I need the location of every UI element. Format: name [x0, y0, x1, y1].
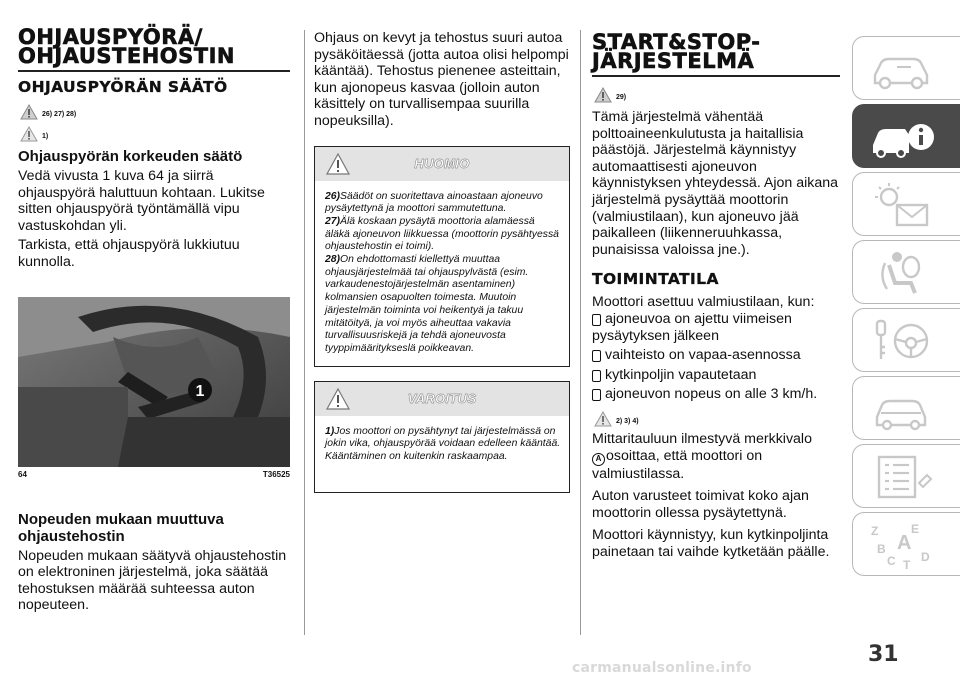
column-steering-wheel — [18, 25, 290, 614]
svg-text:A: A — [897, 532, 912, 554]
caution-ref-line — [18, 122, 290, 142]
paragraph: Nopeuden mukaan säätyvä ohjaustehostin on elektroninen järjestelmä, joka säätää tehostuksen määrää suhteessa auton nopeuteen. — [18, 547, 287, 614]
svg-text:D: D — [921, 550, 930, 564]
paragraph: Tämä järjestelmä vähentää polttoaineenkulutusta ja haitallisia päästöjä. Järjestelmä käynnistyy automaattisesti ajoneuvon käynnistyksen yhteydessä. Ajon aikana järjestelmä pysäyttää moottorin (valmiustilaan), kun ajoneuvo jää paikalleen (liikenneruuhkassa, punaisissa valoissa jne.). — [592, 109, 839, 258]
paragraph: Tarkista, että ohjauspyörä lukkiutuu kunnolla. — [18, 237, 240, 270]
caution-body — [315, 416, 569, 492]
paragraph: Moottori käynnistyy, kun kytkinpoljinta painetaan tai vaihde kytketään päälle. — [592, 527, 830, 560]
tab-warning-lights[interactable] — [852, 172, 960, 236]
list-item: kytkinpoljin vapautetaan — [592, 367, 840, 384]
warning-body — [315, 181, 569, 366]
title-rule — [592, 75, 840, 77]
bullet-box-icon — [592, 350, 601, 362]
caution-triangle-icon — [18, 126, 40, 142]
figure-caption — [18, 470, 290, 479]
steering-column-photo-icon — [18, 297, 290, 467]
tab-maintenance[interactable] — [852, 444, 960, 508]
alphabet-index-icon — [867, 521, 937, 569]
warning-box-header — [315, 147, 569, 181]
warning-item-27: 27)Älä koskaan pysäytä moottoria alamäessä äläkä ajoneuvon liikkuessa (moottorin pysähtyessä ohjaustehostin ei toimi). — [325, 215, 559, 253]
column-divider-2 — [580, 30, 581, 635]
list-item: vaihteisto on vapaa-asennossa — [592, 347, 840, 364]
warning-ref-numbers: 26) 27) 28) — [42, 111, 77, 118]
list-item: ajoneuvoa on ajettu viimeisen — [592, 311, 840, 328]
airbag-seat-icon — [867, 249, 937, 297]
warning-ref-numbers: 29) — [616, 94, 627, 101]
list-item: ajoneuvon nopeus on alle 3 km/h. — [592, 386, 840, 403]
steering-lever-figure — [18, 297, 290, 467]
tab-car-info[interactable] — [852, 104, 960, 168]
caution-box-header — [315, 382, 569, 416]
tab-starting-driving[interactable] — [852, 308, 960, 372]
caution-ref-numbers: 2) 3) 4) — [616, 417, 639, 425]
bullet-box-icon — [592, 314, 601, 326]
list-item-continued: pysäytyksen jälkeen — [592, 327, 719, 344]
paragraph: Vedä vivusta 1 kuva 64 ja siirrä ohjauspyörä haluttuun kohtaan. Lukitse sitten ohjauspyörä työntämällä vipu vastuskohdan yli. — [18, 168, 265, 234]
column-divider-1 — [304, 30, 305, 635]
car-breakdown-icon — [867, 385, 937, 433]
warning-item-28: 28)On ehdottomasti kiellettyä muuttaa ohjausjärjestelmää tai ohjauspylvästä (esim. varkaudenestojärjestelmän asentaminen) kolmansien osapuolten toimesta. Muutoin järjestelmän toiminta voi heikentyä ja takuu mitätöityä, ja voi myös aiheuttaa vakavia turvallisuusriskejä ja tehdä ajoneuvosta tyyppimääritykseslä poikkeavan. — [325, 254, 529, 354]
subsection-title: OHJAUSPYÖRÄN SÄÄTÖ — [18, 78, 228, 96]
column-start-stop — [592, 30, 840, 560]
svg-text:T: T — [903, 558, 911, 569]
svg-text:Z: Z — [871, 524, 879, 538]
warning-ref-line — [592, 407, 840, 427]
svg-text:B: B — [877, 542, 886, 556]
start-stop-indicator-icon: A — [592, 453, 605, 466]
paragraph: Ohjaus on kevyt ja tehostus suuri autoa pysäköitäessä (jotta autoa olisi helpompi kääntää). Tehostus pienenee asteittain, kun ajonopeus kasvaa (jolloin auton käsittely on turvallisempaa suurilla nopeuksilla). — [314, 30, 569, 129]
tab-emergency[interactable] — [852, 376, 960, 440]
caution-title: VAROITUS — [407, 391, 477, 407]
tab-safety[interactable] — [852, 240, 960, 304]
caution-triangle-icon — [325, 388, 351, 410]
svg-text:1: 1 — [195, 382, 205, 400]
section-title-line2: OHJAUSTEHOSTIN — [18, 44, 235, 68]
page-number: 31 — [868, 642, 899, 667]
paragraph: Auton varusteet toimivat koko ajan moottorin ollessa pysäytettynä. — [592, 488, 809, 521]
warning-item-26: 26)Säädöt on suoritettava ainoastaan ajoneuvo pysäytettynä ja moottori sammutettuna. — [325, 190, 543, 215]
tab-dashboard[interactable] — [852, 36, 960, 100]
paragraph: Mittaritauluun ilmestyvä merkkivalo A osoittaa, että moottori on valmiustilassa. — [592, 430, 812, 482]
warning-ref-line — [592, 83, 840, 103]
svg-text:E: E — [911, 522, 920, 536]
maintenance-checklist-icon — [867, 453, 937, 501]
caution-item-1: 1)Jos moottori on pysähtynyt tai järjestelmässä on jokin vika, ohjauspyörää voidaan edelleen kääntää. Kääntäminen on kuitenkin raskaampaa. — [325, 425, 561, 463]
watermark: carmanualsonline.info — [572, 660, 752, 676]
subsection-title: TOIMINTATILA — [592, 270, 719, 289]
warning-triangle-icon — [325, 153, 351, 175]
warning-light-envelope-icon — [867, 181, 937, 229]
tab-index[interactable] — [852, 512, 960, 576]
svg-text:C: C — [887, 554, 896, 568]
caution-ref-numbers: 1) — [42, 133, 49, 140]
section-title-line1: START&STOP- — [592, 30, 761, 54]
warning-title: HUOMIO — [414, 156, 470, 172]
figure-number: 64 — [18, 469, 27, 479]
bullet-box-icon — [592, 370, 601, 382]
caution-triangle-icon — [592, 411, 614, 427]
figure-code: T36525 — [262, 469, 290, 479]
key-steering-wheel-icon — [867, 317, 937, 365]
title-rule — [18, 70, 290, 72]
heading-speed-steering-line2: ohjaustehostin — [18, 527, 125, 545]
warning-ref-line — [18, 100, 290, 120]
warning-triangle-icon — [592, 87, 614, 103]
section-title-line1: OHJAUSPYÖRÄ/ — [18, 25, 203, 49]
chapter-tabs — [852, 36, 960, 580]
caution-box — [314, 381, 570, 493]
car-info-icon — [867, 113, 937, 161]
heading-speed-steering-line1: Nopeuden mukaan muuttuva — [18, 510, 224, 528]
bullet-box-icon — [592, 389, 601, 401]
heading-height-adjust: Ohjauspyörän korkeuden säätö — [18, 148, 243, 165]
car-dashboard-icon — [867, 45, 937, 93]
section-title-line2: JÄRJESTELMÄ — [592, 49, 755, 73]
column-notes — [314, 30, 570, 493]
warning-box — [314, 146, 570, 367]
warning-triangle-icon — [18, 104, 40, 120]
paragraph: Moottori asettuu valmiustilaan, kun: — [592, 294, 815, 311]
